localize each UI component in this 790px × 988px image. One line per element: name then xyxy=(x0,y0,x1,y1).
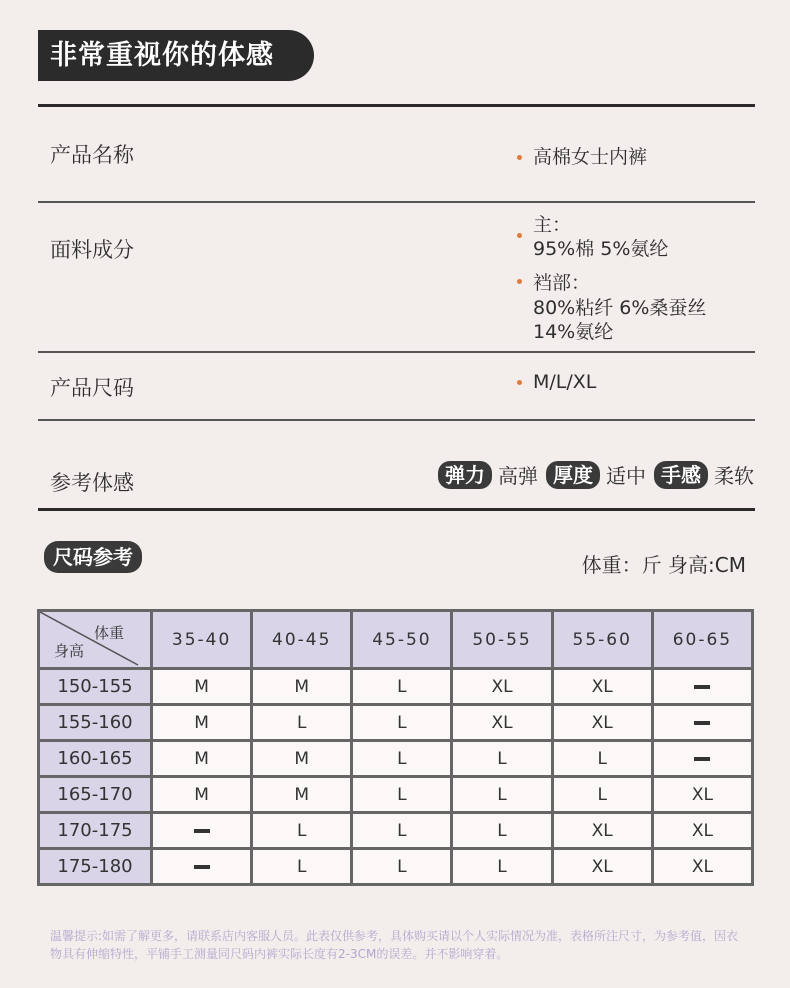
sizes-value: M/L/XL xyxy=(533,371,597,393)
thickness-value: 适中 xyxy=(606,464,646,488)
size-cell: XL xyxy=(552,813,652,849)
weight-header: 55-60 xyxy=(552,611,652,669)
size-cell: L xyxy=(552,741,652,777)
hand-feel-tag: 手感 xyxy=(654,461,708,489)
elasticity-tag: 弹力 xyxy=(438,461,492,489)
size-cell xyxy=(152,849,252,885)
size-cell xyxy=(152,813,252,849)
size-cell: M xyxy=(252,669,352,705)
fabric-crotch-value: 80%粘纤 6%桑蚕丝 xyxy=(533,297,707,319)
size-cell: L xyxy=(452,849,552,885)
unavailable-dash xyxy=(194,829,210,833)
divider xyxy=(38,419,755,421)
size-cell: XL xyxy=(652,849,752,885)
unavailable-dash xyxy=(694,721,710,725)
divider xyxy=(38,104,755,107)
table-row xyxy=(39,813,753,849)
size-cell: L xyxy=(352,813,452,849)
size-cell: L xyxy=(452,777,552,813)
size-cell: M xyxy=(152,777,252,813)
weight-header: 35-40 xyxy=(152,611,252,669)
bullet-dot xyxy=(517,279,522,284)
height-cell: 165-170 xyxy=(39,777,152,813)
size-cell: L xyxy=(552,777,652,813)
corner-height-label: 身高 xyxy=(54,642,85,660)
fabric-crotch-value-2: 14%氨纶 xyxy=(533,321,614,343)
size-cell: XL xyxy=(452,669,552,705)
fabric-main-label: 主： xyxy=(533,214,572,236)
size-cell: L xyxy=(352,849,452,885)
unavailable-dash xyxy=(694,757,710,761)
size-cell: XL xyxy=(552,669,652,705)
size-table xyxy=(37,609,754,886)
height-cell: 155-160 xyxy=(39,705,152,741)
size-cell: XL xyxy=(652,813,752,849)
size-cell: XL xyxy=(452,705,552,741)
size-cell: L xyxy=(252,849,352,885)
size-cell: L xyxy=(252,705,352,741)
bullet-dot xyxy=(517,380,522,385)
height-cell: 160-165 xyxy=(39,741,152,777)
height-cell: 170-175 xyxy=(39,813,152,849)
size-chart-title: 尺码参考 xyxy=(44,541,142,573)
size-cell xyxy=(652,669,752,705)
size-cell: M xyxy=(252,777,352,813)
thickness-tag: 厚度 xyxy=(546,461,600,489)
size-cell: XL xyxy=(552,705,652,741)
size-cell: L xyxy=(352,669,452,705)
fabric-main-value: 95%棉 5%氨纶 xyxy=(533,238,669,260)
product-name-value: 高棉女士内裤 xyxy=(533,146,648,168)
table-row xyxy=(39,777,753,813)
page-title: 非常重视你的体感 xyxy=(38,30,314,81)
divider xyxy=(38,508,755,511)
size-cell: L xyxy=(452,741,552,777)
elasticity-value: 高弹 xyxy=(498,464,538,488)
weight-header: 45-50 xyxy=(352,611,452,669)
weight-header: 50-55 xyxy=(452,611,552,669)
height-cell: 150-155 xyxy=(39,669,152,705)
size-cell xyxy=(652,705,752,741)
size-cell: L xyxy=(452,813,552,849)
corner-cell xyxy=(39,611,152,669)
table-row xyxy=(39,849,753,885)
product-name-label: 产品名称 xyxy=(50,143,134,167)
fabric-crotch-label: 裆部： xyxy=(533,272,591,294)
table-header-row xyxy=(39,611,753,669)
height-cell: 175-180 xyxy=(39,849,152,885)
fabric-label: 面料成分 xyxy=(50,238,134,262)
hand-feel-value: 柔软 xyxy=(714,464,754,488)
divider xyxy=(38,201,755,203)
sizes-label: 产品尺码 xyxy=(50,376,134,400)
size-cell xyxy=(652,741,752,777)
bullet-dot xyxy=(517,233,522,238)
disclaimer-note: 温馨提示:如需了解更多，请联系店内客服人员。此表仅供参考，具体购买请以个人实际情况为准，表格所注尺寸，为参考值，因衣物具有伸缩特性，平铺手工测量同尺码内裤实际长度有2-3CM的误差。并不影响穿着。 xyxy=(50,929,739,961)
table-row xyxy=(39,669,753,705)
size-cell: XL xyxy=(652,777,752,813)
table-row xyxy=(39,705,753,741)
corner-weight-label: 体重 xyxy=(93,624,124,642)
feel-attributes xyxy=(432,460,756,489)
unavailable-dash xyxy=(194,865,210,869)
bullet-dot xyxy=(517,155,522,160)
weight-header: 40-45 xyxy=(252,611,352,669)
weight-header: 60-65 xyxy=(652,611,752,669)
size-cell: L xyxy=(352,741,452,777)
size-cell: L xyxy=(352,777,452,813)
size-cell: M xyxy=(152,669,252,705)
table-row xyxy=(39,741,753,777)
size-cell: M xyxy=(152,705,252,741)
size-cell: XL xyxy=(552,849,652,885)
size-cell: L xyxy=(352,705,452,741)
size-cell: L xyxy=(252,813,352,849)
feel-label: 参考体感 xyxy=(50,471,134,495)
size-cell: M xyxy=(252,741,352,777)
divider xyxy=(38,351,755,353)
size-cell: M xyxy=(152,741,252,777)
unit-note: 体重：斤 身高:CM xyxy=(581,553,746,577)
unavailable-dash xyxy=(694,685,710,689)
